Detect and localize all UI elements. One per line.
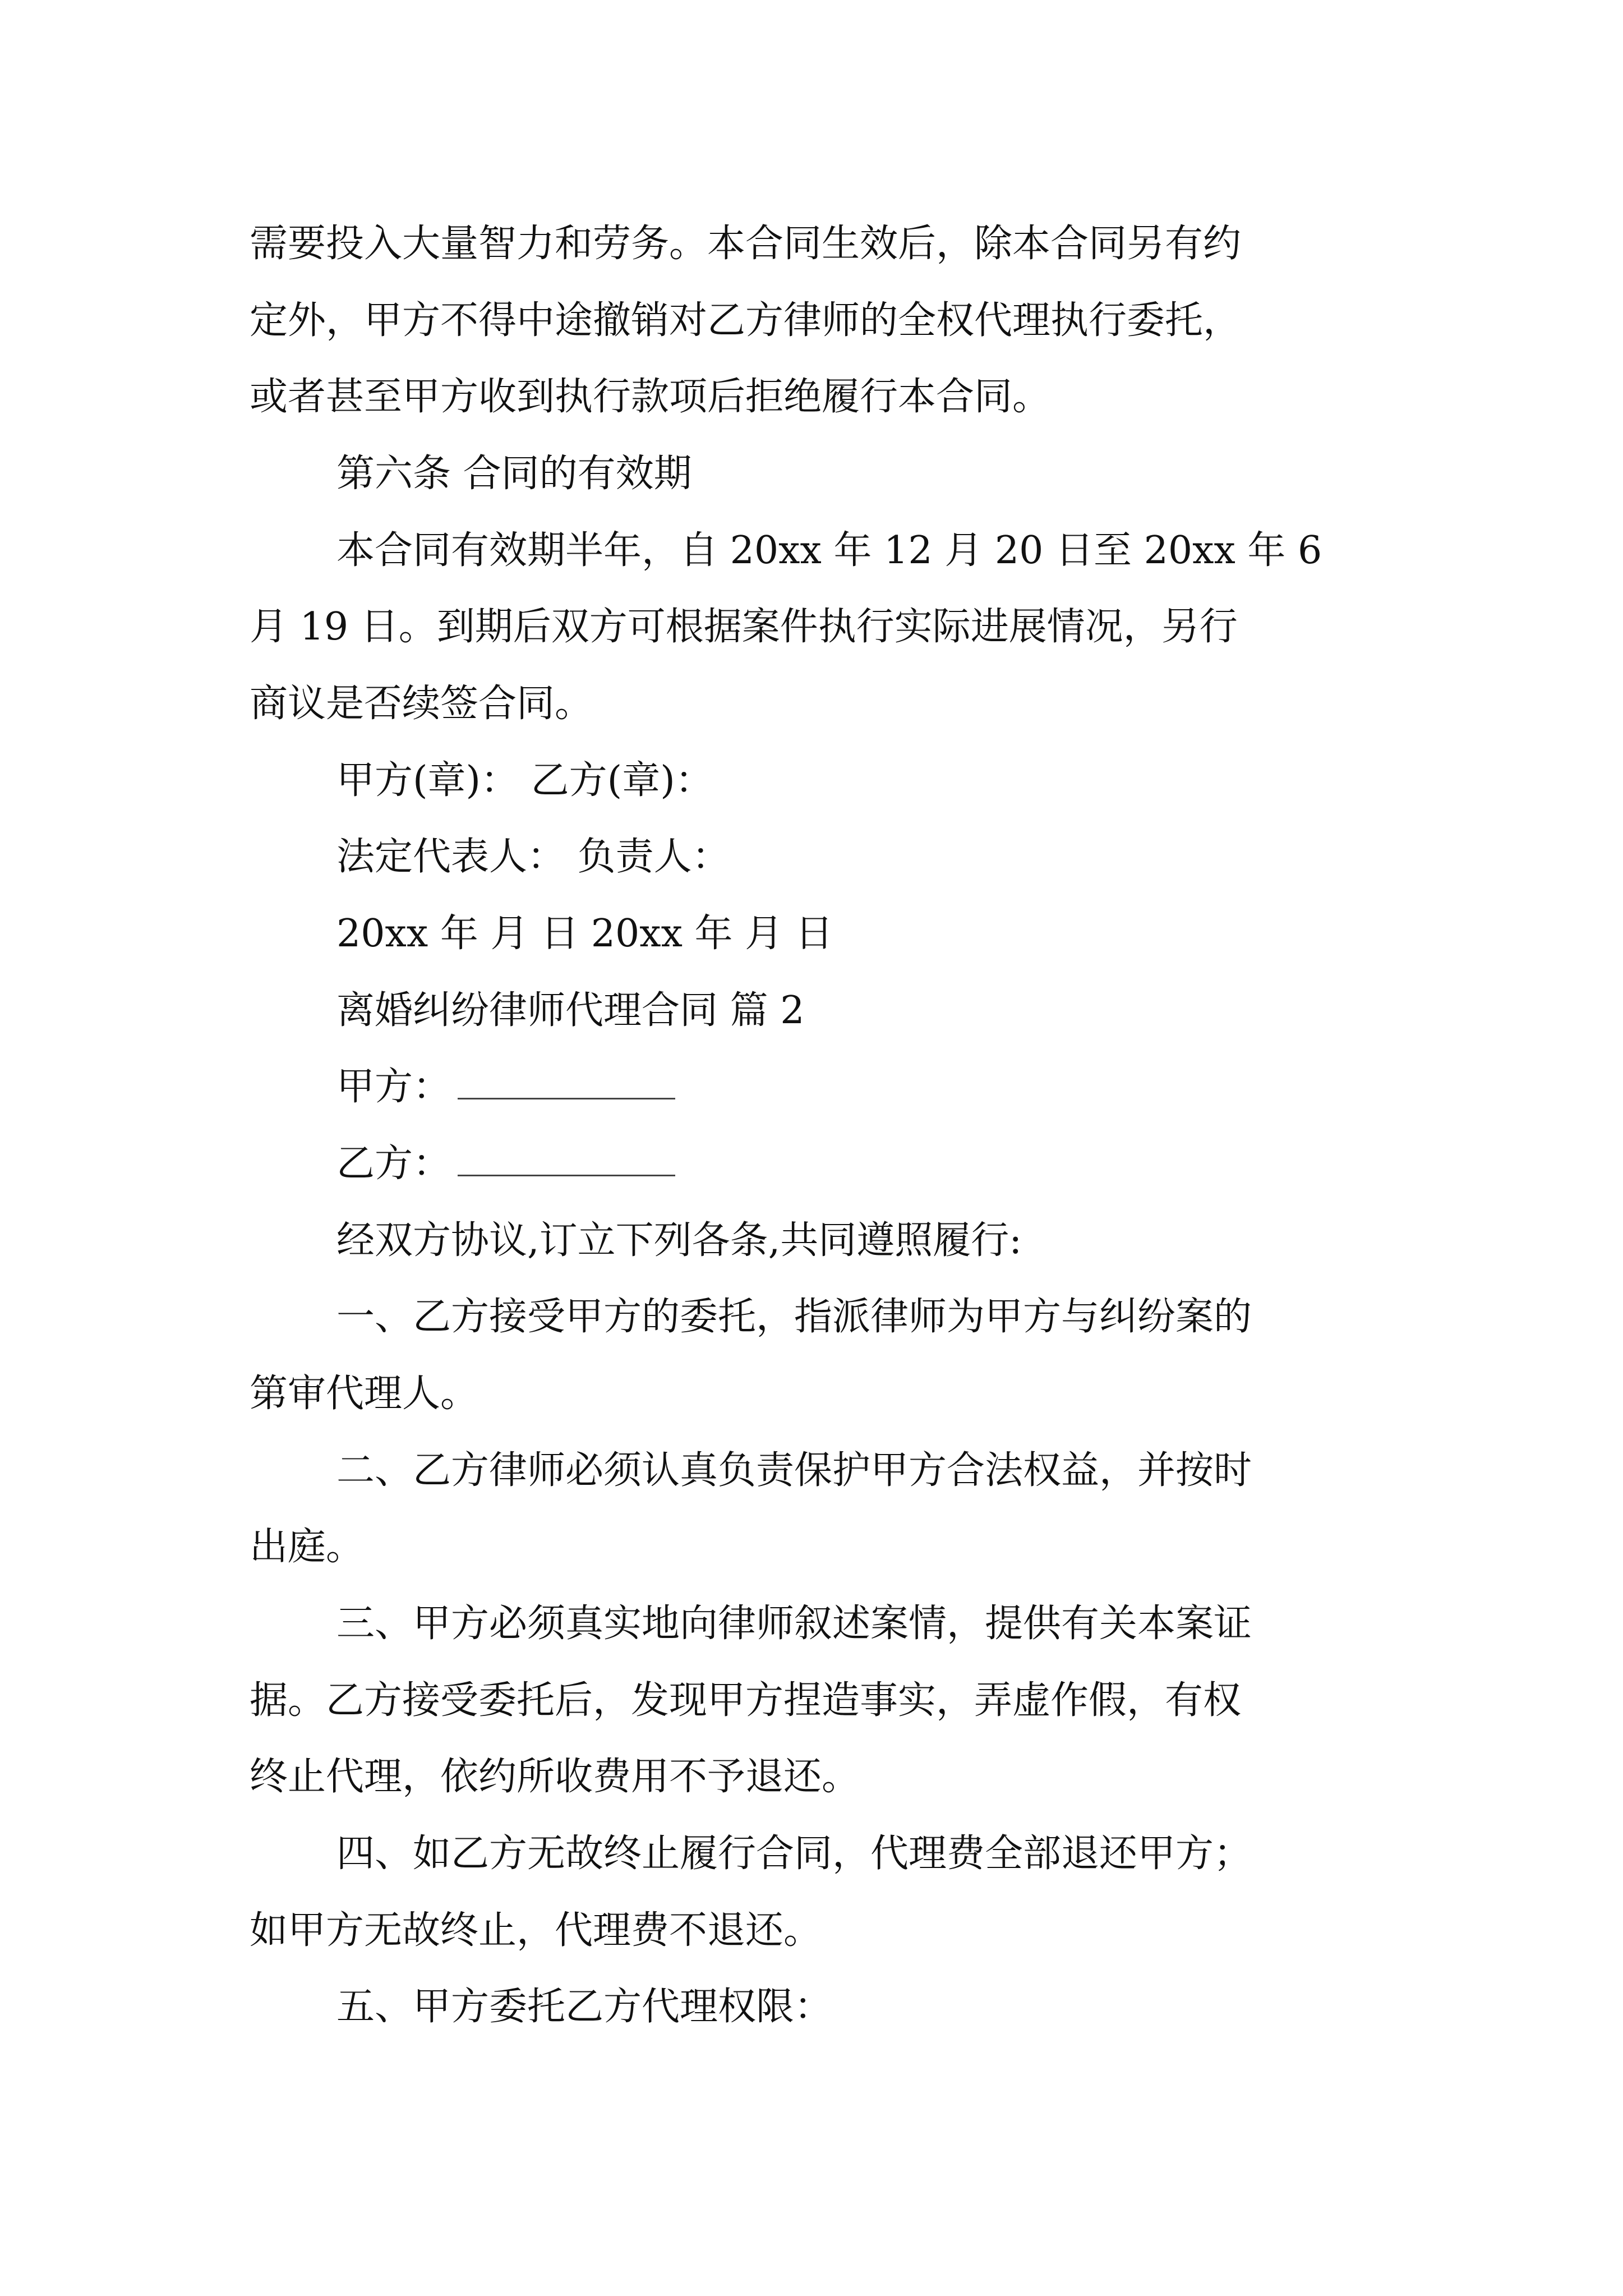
party-a-line (336, 1059, 675, 1115)
paragraph-line-7: 商议是否续签合同。 (250, 682, 593, 726)
section-heading-article-6: 第六条 合同的有效期 (336, 452, 692, 496)
paragraph-line-6: 月 19 日。到期后双方可根据案件执行实际进展情况，另行 (250, 605, 1238, 649)
paragraph-line-5: 本合同有效期半年，自 20xx 年 12 月 20 日至 20xx 年 6 (336, 528, 1322, 573)
clause-3-line-2: 据。乙方接受委托后，发现甲方捏造事实，弄虚作假，有权 (250, 1678, 1242, 1723)
contract-title-part-2: 离婚纠纷律师代理合同 篇 2 (336, 988, 805, 1033)
party-b-label: 乙方： (336, 1142, 451, 1186)
party-a-label: 甲方： (336, 1065, 451, 1109)
paragraph-line-2: 定外，甲方不得中途撤销对乙方律师的全权代理执行委托， (250, 298, 1242, 343)
clause-3-line-1: 三、甲方必须真实地向律师叙述案情，提供有关本案证 (336, 1602, 1252, 1646)
party-a-blank-field (458, 1065, 675, 1099)
party-b-line (336, 1136, 675, 1192)
clause-1-line-2: 第审代理人。 (250, 1372, 479, 1416)
signature-dates: 20xx 年 月 日 20xx 年 月 日 (336, 912, 833, 956)
clause-5-line-1: 五、甲方委托乙方代理权限： (336, 1985, 833, 2029)
clause-4-line-2: 如甲方无故终止，代理费不退还。 (250, 1908, 822, 1953)
clause-2-line-1: 二、乙方律师必须认真负责保护甲方合法权益，并按时 (336, 1448, 1252, 1493)
clause-1-line-1: 一、乙方接受甲方的委托，指派律师为甲方与纠纷案的 (336, 1295, 1252, 1339)
signature-representatives: 法定代表人： 负责人： (336, 835, 730, 879)
clause-4-line-1: 四、如乙方无故终止履行合同，代理费全部退还甲方； (336, 1832, 1252, 1876)
clause-3-line-3: 终止代理，依约所收费用不予退还。 (250, 1755, 860, 1799)
paragraph-line-1: 需要投入大量智力和劳务。本合同生效后，除本合同另有约 (250, 222, 1242, 266)
signature-party-seals: 甲方(章)： 乙方(章)： (336, 758, 713, 803)
party-b-blank-field (458, 1142, 675, 1176)
paragraph-line-3: 或者甚至甲方收到执行款项后拒绝履行本合同。 (250, 375, 1051, 419)
clause-2-line-2: 出庭。 (250, 1525, 365, 1569)
agreement-intro: 经双方协议,订立下列各条,共同遵照履行: (336, 1218, 1022, 1263)
